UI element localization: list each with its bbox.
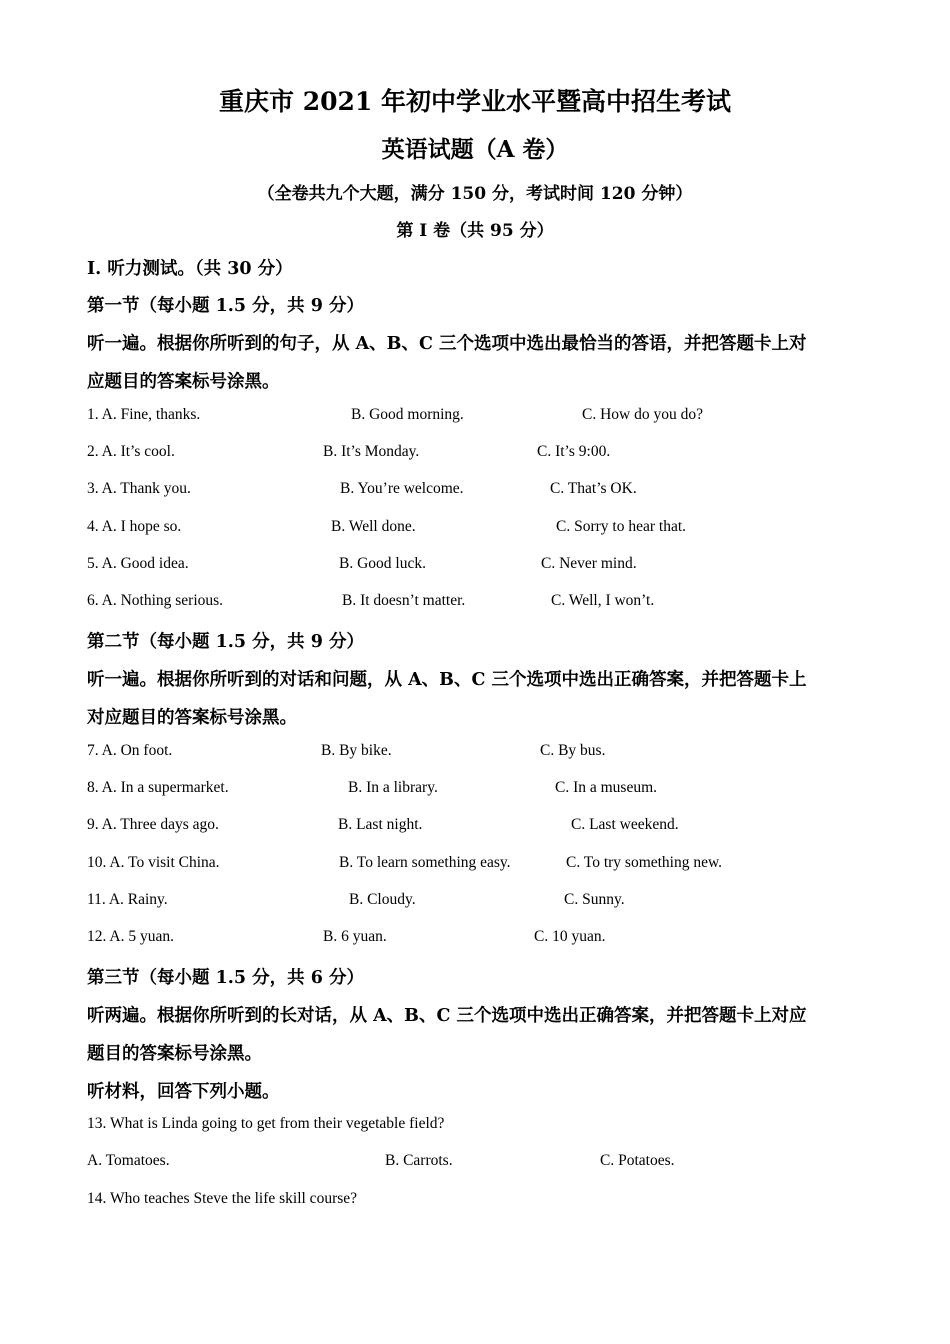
section3-instruction: 听两遍。根据你所听到的长对话，从 A、B、C 三个选项中选出正确答案，并把答题卡上对应 — [87, 1006, 807, 1026]
section2-instruction: 听一遍。根据你所听到的对话和问题，从 A、B、C 三个选项中选出正确答案，并把答题卡上 — [87, 670, 807, 690]
volume-heading: 第 I 卷（共 95 分） — [396, 221, 554, 241]
section2-heading: 第二节（每小题 1.5 分，共 9 分） — [87, 632, 364, 652]
option-a: 4. A. I hope so. — [87, 518, 182, 535]
option-c: C. Last weekend. — [571, 816, 679, 833]
option-b: B. Cloudy. — [349, 891, 416, 908]
option-c: C. Sorry to hear that. — [556, 518, 687, 535]
option-a: 10. A. To visit China. — [87, 854, 220, 871]
option-a: 1. A. Fine, thanks. — [87, 406, 201, 423]
option-b: B. Good morning. — [351, 406, 464, 423]
section1-instruction: 听一遍。根据你所听到的句子，从 A、B、C 三个选项中选出最恰当的答语，并把答题卡上对 — [87, 334, 807, 354]
option-c: C. Potatoes. — [600, 1152, 675, 1169]
option-c: C. It’s 9:00. — [537, 443, 611, 460]
section1-instruction: 应题目的答案标号涂黑。 — [87, 372, 280, 392]
question-stem: 14. Who teaches Steve the life skill course? — [87, 1190, 358, 1207]
option-c: C. Never mind. — [541, 555, 637, 572]
option-b: B. 6 yuan. — [323, 928, 387, 945]
part1-heading: I. 听力测试。（共 30 分） — [87, 259, 293, 279]
option-a: 6. A. Nothing serious. — [87, 592, 224, 609]
option-c: C. By bus. — [540, 742, 606, 759]
option-b: B. In a library. — [348, 779, 438, 796]
option-b: B. Last night. — [338, 816, 423, 833]
exam-note: （全卷共九个大题，满分 150 分，考试时间 120 分钟） — [257, 184, 693, 204]
option-a: 2. A. It’s cool. — [87, 443, 175, 460]
option-c: C. How do you do? — [582, 406, 703, 423]
option-c: C. In a museum. — [555, 779, 658, 796]
option-a: 12. A. 5 yuan. — [87, 928, 174, 945]
option-b: B. To learn something easy. — [339, 854, 511, 871]
option-b: B. Well done. — [331, 518, 416, 535]
option-a: A. Tomatoes. — [87, 1152, 170, 1169]
option-c: C. 10 yuan. — [534, 928, 606, 945]
option-b: B. By bike. — [321, 742, 392, 759]
option-a: 9. A. Three days ago. — [87, 816, 219, 833]
section3-instruction: 题目的答案标号涂黑。 — [87, 1044, 262, 1064]
section2-instruction: 对应题目的答案标号涂黑。 — [87, 708, 297, 728]
option-c: C. Sunny. — [564, 891, 625, 908]
section1-heading: 第一节（每小题 1.5 分，共 9 分） — [87, 296, 364, 316]
option-b: B. You’re welcome. — [340, 480, 464, 497]
option-c: C. That’s OK. — [550, 480, 637, 497]
option-b: B. It doesn’t matter. — [342, 592, 466, 609]
option-c: C. To try something new. — [566, 854, 723, 871]
option-b: B. Good luck. — [339, 555, 426, 572]
section3-heading: 第三节（每小题 1.5 分，共 6 分） — [87, 968, 364, 988]
section3-sub-instruction: 听材料，回答下列小题。 — [87, 1082, 280, 1102]
question-stem: 13. What is Linda going to get from their vegetable field? — [87, 1115, 445, 1132]
option-a: 7. A. On foot. — [87, 742, 173, 759]
option-a: 5. A. Good idea. — [87, 555, 189, 572]
exam-subtitle: 英语试题（A 卷） — [381, 136, 569, 163]
option-a: 8. A. In a supermarket. — [87, 779, 229, 796]
exam-title: 重庆市 2021 年初中学业水平暨高中招生考试 — [219, 87, 731, 116]
option-a: 11. A. Rainy. — [87, 891, 168, 908]
option-c: C. Well, I won’t. — [551, 592, 655, 609]
option-b: B. Carrots. — [385, 1152, 453, 1169]
option-a: 3. A. Thank you. — [87, 480, 191, 497]
option-b: B. It’s Monday. — [323, 443, 420, 460]
